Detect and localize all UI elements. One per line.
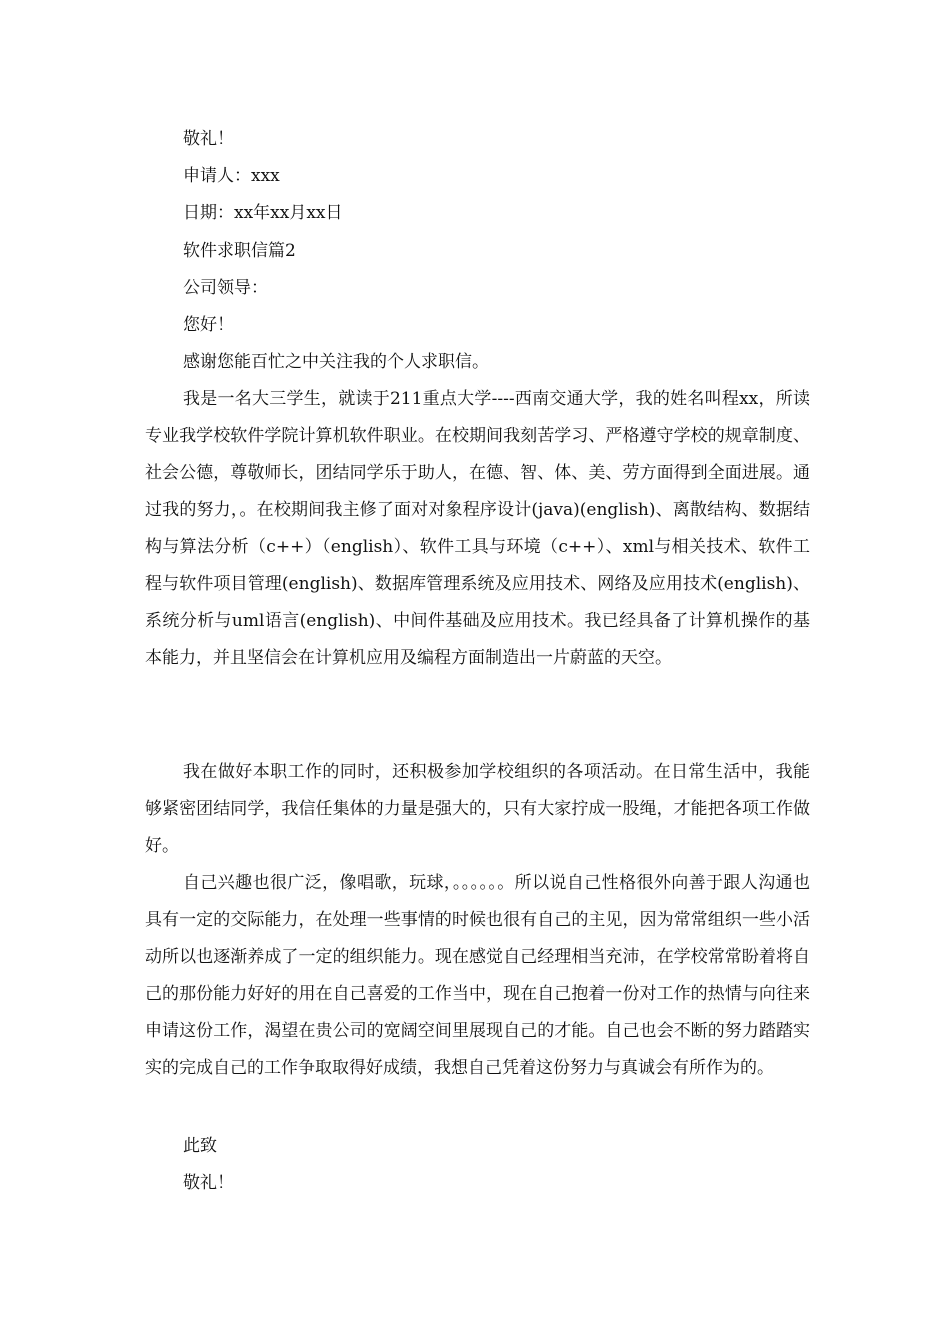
section-title: 软件求职信篇2: [183, 241, 296, 261]
greeting: 您好！: [183, 315, 234, 335]
closing-respectfully: 此致: [183, 1136, 217, 1156]
closing-salute-top: 敬礼！: [183, 129, 234, 149]
date-line: 日期：xx年xx月xx日: [183, 203, 343, 223]
salutation: 公司领导：: [183, 278, 268, 298]
paragraph-personality: 自己兴趣也很广泛，像唱歌，玩球，。。。。。。所以说自己性格很外向善于跟人沟通也具有一定的交际能力，在处理一些事情的时候也很有自己的主见，因为常常组织一些小活动所以也逐渐养成了一定的组织能力。现在感觉自己经理相当充沛，在学校常常盼着将自己的那份能力好好的用在自己喜爱的工作当中，现在自己抱着一份对工作的热情与向往来申请这份工作，渴望在贵公司的宽阔空间里展现自己的才能。自己也会不断的努力踏踏实实的完成自己的工作争取取得好成绩，我想自己凭着这份努力与真诚会有所作为的。: [145, 873, 810, 1078]
thanks-line: 感谢您能百忙之中关注我的个人求职信。: [183, 352, 489, 372]
paragraph-education: 我是一名大三学生，就读于211重点大学----西南交通大学，我的姓名叫程xx，所读专业我学校软件学院计算机软件职业。在校期间我刻苦学习、严格遵守学校的规章制度、社会公德，尊敬师长，团结同学乐于助人，在德、智、体、美、劳方面得到全面进展。通过我的努力，。在校期间我主修了面对对象程序设计(java)(english)、离散结构、数据结构与算法分析（c++）（english）、软件工具与环境（c++）、xml与相关技术、软件工程与软件项目管理(english)、数据库管理系统及应用技术、网络及应用技术(english)、系统分析与uml语言(english)、中间件基础及应用技术。我已经具备了计算机操作的基本能力，并且坚信会在计算机应用及编程方面制造出一片蔚蓝的天空。: [145, 389, 810, 668]
closing-salute-bottom: 敬礼！: [183, 1173, 234, 1193]
paragraph-activities: 我在做好本职工作的同时，还积极参加学校组织的各项活动。在日常生活中，我能够紧密团结同学，我信任集体的力量是强大的，只有大家拧成一股绳，才能把各项工作做好。: [145, 762, 810, 856]
applicant-line: 申请人：xxx: [183, 166, 280, 186]
